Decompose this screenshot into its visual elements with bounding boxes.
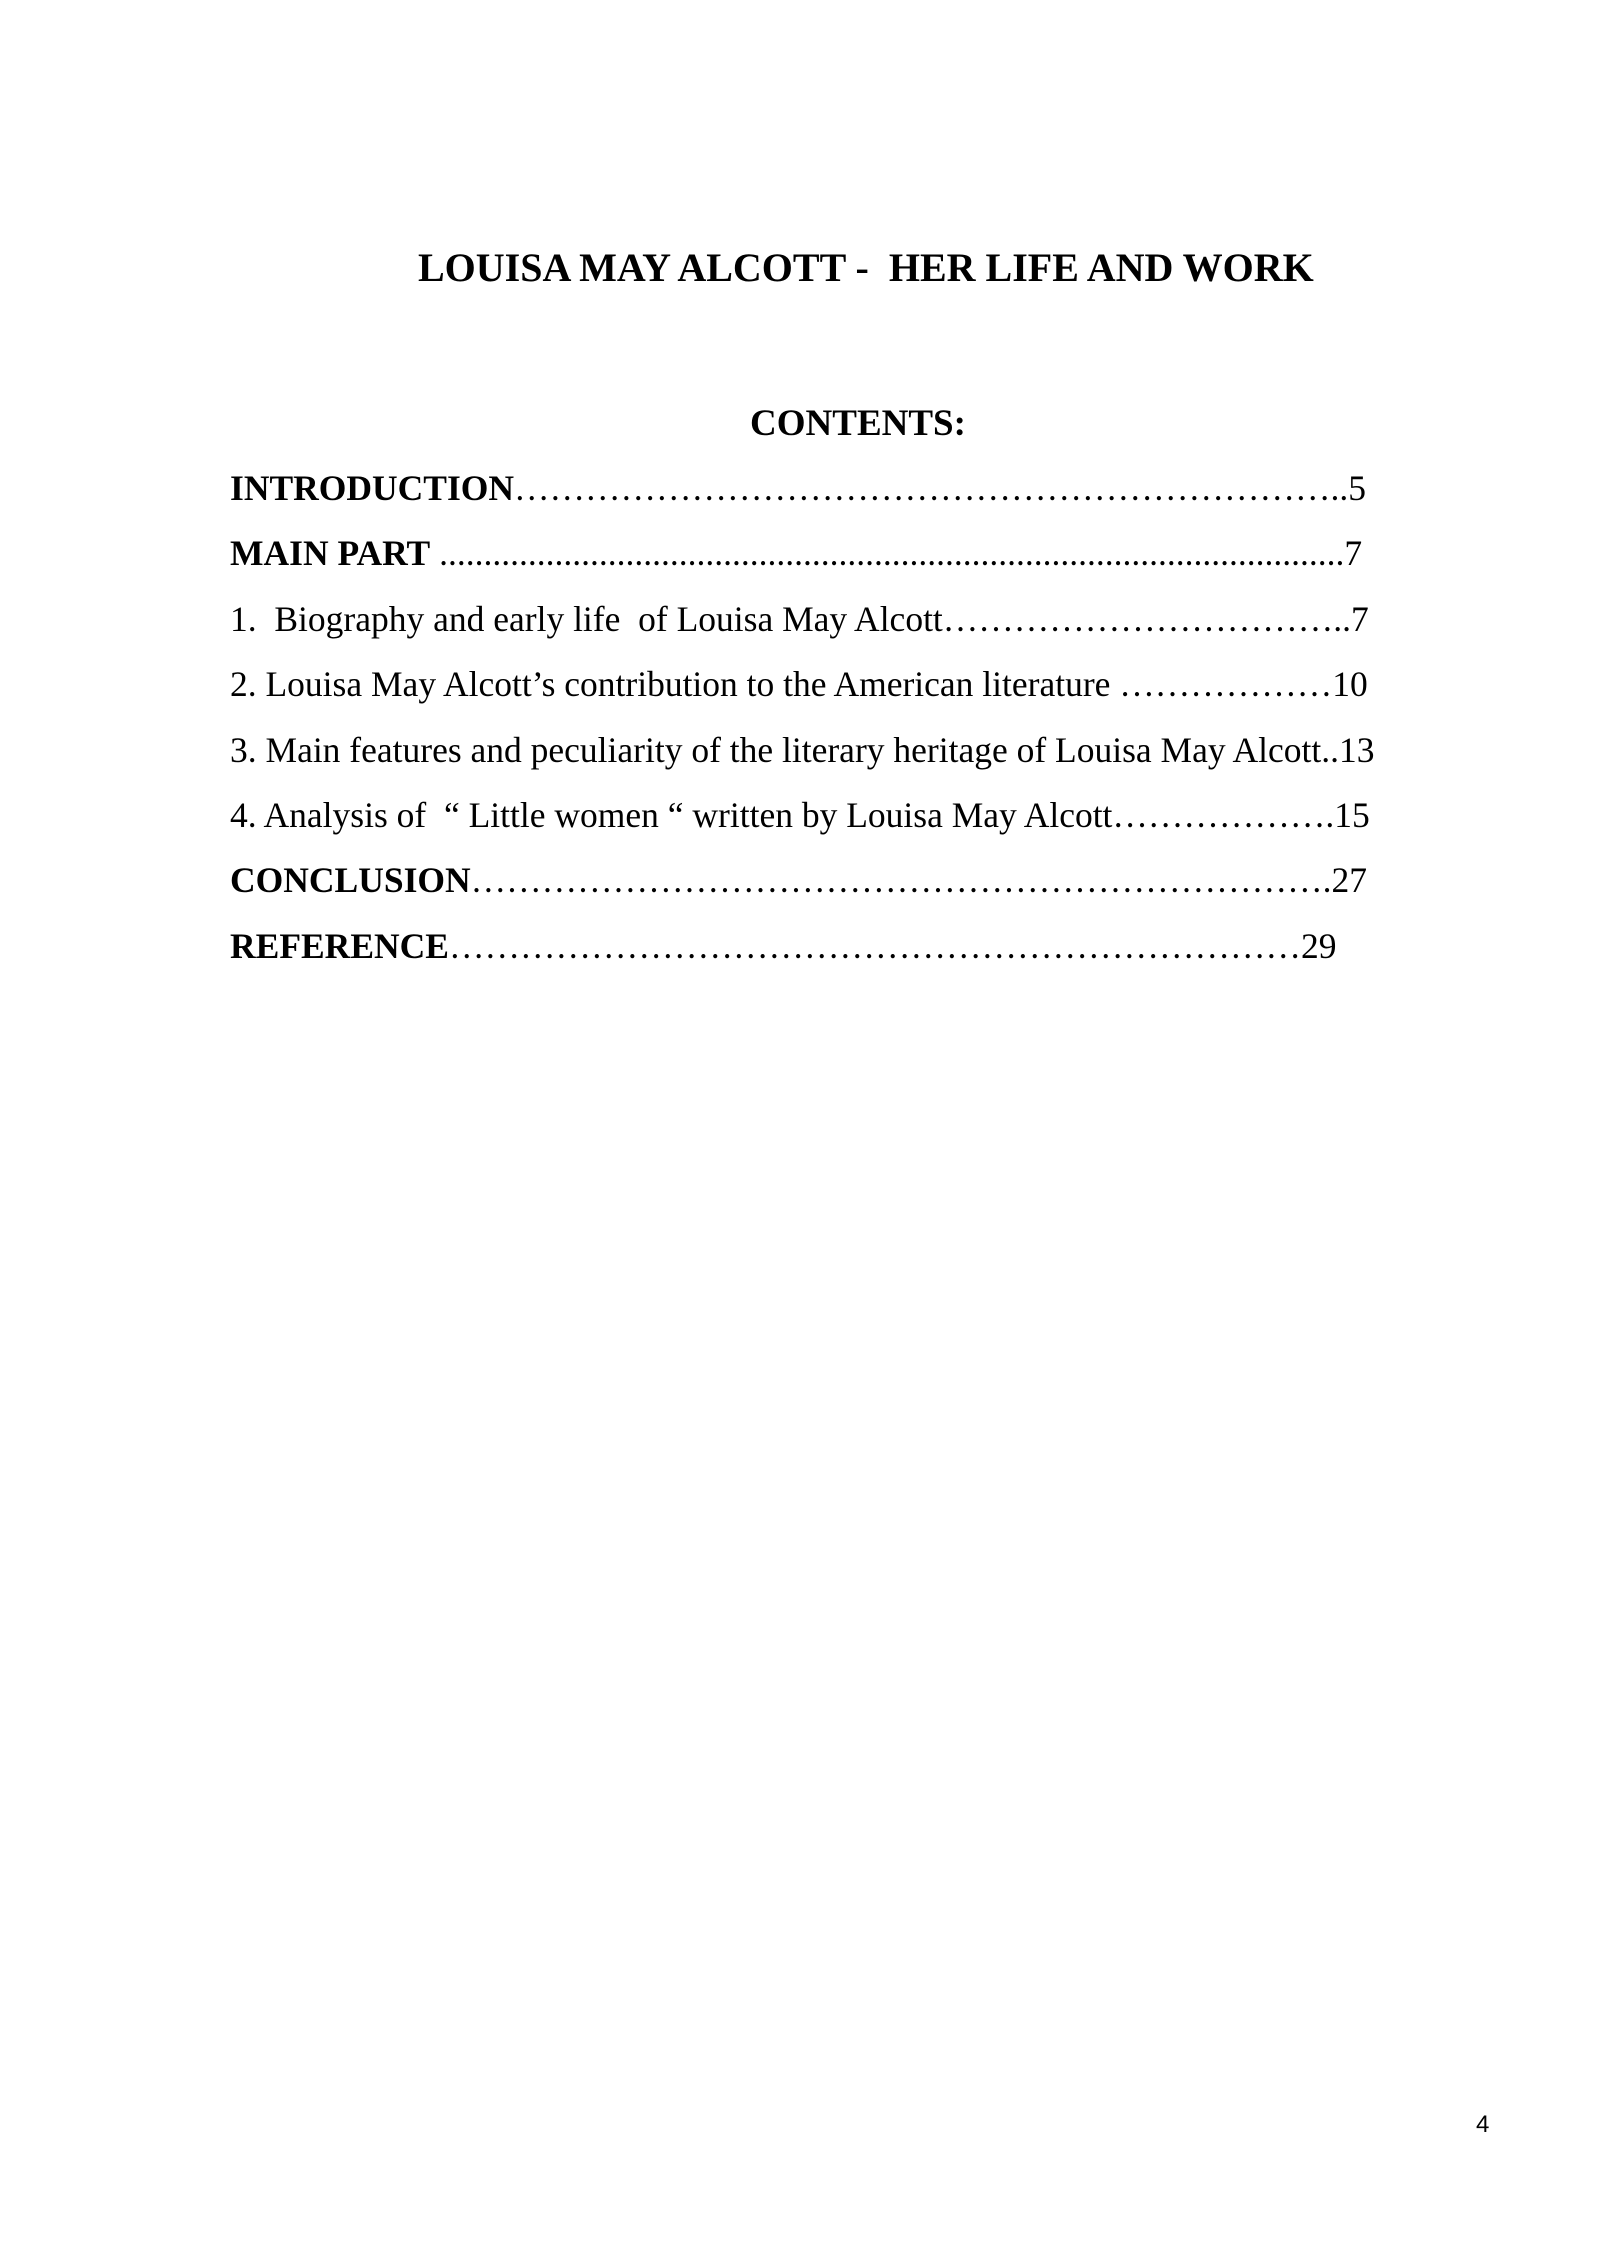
toc-entry-introduction [230,464,1450,529]
toc-entry-label: 2. Louisa May Alcott’s contribution to the American literature [230,664,1120,705]
toc-entry-page: 5 [1348,468,1367,508]
toc-entry-leader: ……………………………………………………………… [448,925,1301,966]
toc-entry-leader: ………………. [1112,794,1335,835]
toc-entry-label: 1. Biography and early life of Louisa May Alcott [230,598,943,639]
toc-entry-label: 4. Analysis of “ Little women “ written by Louisa May Alcott [230,794,1113,835]
page-title: LOUISA MAY ALCOTT - HER LIFE AND WORK [418,245,1314,290]
toc-entry-label: 3. Main features and peculiarity of the literary heritage of Louisa May Alcott [230,729,1322,770]
toc-entry-analysis [230,791,1450,856]
toc-entry-page: 13 [1339,729,1375,770]
toc-entry-label: REFERENCE [230,925,449,966]
toc-entry-leader: …………………………………………………………….. [514,468,1349,508]
toc-entry-leader: .. [1321,729,1339,770]
toc-entry-leader: ……………… [1119,664,1333,705]
toc-entry-label: INTRODUCTION [230,468,515,508]
toc-entry-page: 15 [1334,794,1370,835]
toc-entry-main-features [230,726,1450,791]
toc-entry-contribution [230,660,1450,725]
toc-entry-page: 7 [1344,533,1363,574]
page-number: 4 [1476,2111,1490,2138]
toc-entry-page: 7 [1351,598,1369,639]
toc-entry-page: 27 [1331,860,1368,901]
toc-entry-leader: …………………………….. [942,598,1352,639]
toc-entry-reference [230,922,1450,987]
toc-entry-leader: ...................................................................................................... [430,533,1345,574]
contents-heading: CONTENTS: [750,403,966,444]
toc-entry-label: CONCLUSION [230,860,471,901]
toc-entry-page: 10 [1332,664,1368,705]
toc-entry-biography [230,595,1450,660]
toc-entry-main-part [230,529,1450,594]
table-of-contents [230,464,1450,987]
toc-entry-page: 29 [1300,925,1337,966]
toc-entry-leader: ………………………………………………………………. [470,860,1332,901]
toc-entry-label: MAIN PART [230,533,431,574]
toc-entry-conclusion [230,856,1450,921]
